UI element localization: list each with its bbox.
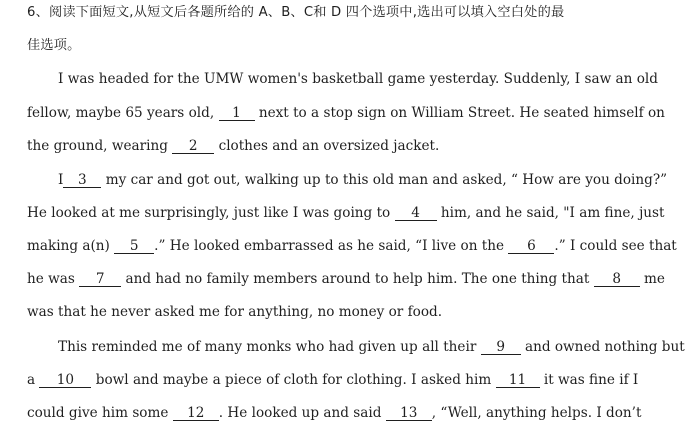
passage-text: and had no family members around to help him. The one thing that bbox=[125, 271, 590, 287]
passage-text: making a(n) bbox=[27, 238, 110, 254]
blank-11: 11 bbox=[496, 373, 540, 388]
passage-text: was that he never asked me for anything, no money or food. bbox=[27, 304, 443, 320]
passage-line-2 bbox=[27, 104, 665, 122]
passage-text: , “Well, anything helps. I don’t bbox=[431, 405, 642, 421]
blank-13: 13 bbox=[386, 406, 432, 421]
passage-text: I bbox=[58, 172, 64, 188]
instruction-text-continued: 佳选项。 bbox=[27, 38, 81, 53]
blank-12: 12 bbox=[173, 406, 219, 421]
instruction-text: 阅读下面短文,从短文后各题所给的 A、B、C和 D 四个选项中,选出可以填入空白处的最 bbox=[48, 5, 565, 20]
passage-text: could give him some bbox=[27, 405, 169, 421]
passage-text: my car and got out, walking up to this old man and asked, “ How are you doing?” bbox=[105, 172, 668, 188]
passage-text: me bbox=[643, 271, 665, 287]
blank-1: 1 bbox=[219, 106, 255, 121]
question-instruction-line-2 bbox=[27, 37, 81, 55]
passage-text: and owned nothing but bbox=[524, 339, 685, 355]
blank-5: 5 bbox=[114, 239, 154, 254]
passage-text: He looked at me surprisingly, just like I was going to bbox=[27, 205, 391, 221]
passage-text: .” He looked embarrassed as he said, “I live on the bbox=[154, 238, 505, 254]
passage-text: next to a stop sign on William Street. He seated himself on bbox=[258, 105, 665, 121]
passage-text: I was headed for the UMW women's basketball game yesterday. Suddenly, I saw an old bbox=[58, 71, 658, 87]
blank-6: 6 bbox=[508, 239, 554, 254]
blank-9: 9 bbox=[481, 340, 521, 355]
passage-text: clothes and an oversized jacket. bbox=[218, 138, 440, 154]
passage-text: he was bbox=[27, 271, 75, 287]
passage-text: . He looked up and said bbox=[218, 405, 382, 421]
question-instruction-line-1 bbox=[27, 4, 564, 22]
passage-line-4 bbox=[58, 171, 667, 189]
passage-line-11 bbox=[27, 404, 641, 422]
passage-text: the ground, wearing bbox=[27, 138, 168, 154]
passage-text: a bbox=[27, 372, 36, 388]
passage-text: it was fine if I bbox=[543, 372, 639, 388]
passage-text: This reminded me of many monks who had given up all their bbox=[58, 339, 477, 355]
passage-text: fellow, maybe 65 years old, bbox=[27, 105, 215, 121]
passage-line-6 bbox=[27, 237, 677, 255]
passage-line-7 bbox=[27, 270, 665, 288]
passage-line-3 bbox=[27, 137, 439, 155]
passage-text: him, and he said, "I am fine, just bbox=[440, 205, 665, 221]
passage-line-8 bbox=[27, 303, 442, 321]
blank-4: 4 bbox=[395, 206, 437, 221]
passage-line-1 bbox=[58, 70, 658, 88]
blank-10: 10 bbox=[39, 373, 91, 388]
blank-3: 3 bbox=[63, 173, 101, 188]
question-number: 6、 bbox=[27, 5, 49, 20]
passage-text: .” I could see that bbox=[554, 238, 677, 254]
passage-line-9 bbox=[58, 338, 685, 356]
blank-8: 8 bbox=[594, 272, 640, 287]
blank-2: 2 bbox=[172, 139, 214, 154]
passage-text: bowl and maybe a piece of cloth for clothing. I asked him bbox=[95, 372, 492, 388]
blank-7: 7 bbox=[79, 272, 121, 287]
passage-line-10 bbox=[27, 371, 638, 389]
passage-line-5 bbox=[27, 204, 664, 222]
